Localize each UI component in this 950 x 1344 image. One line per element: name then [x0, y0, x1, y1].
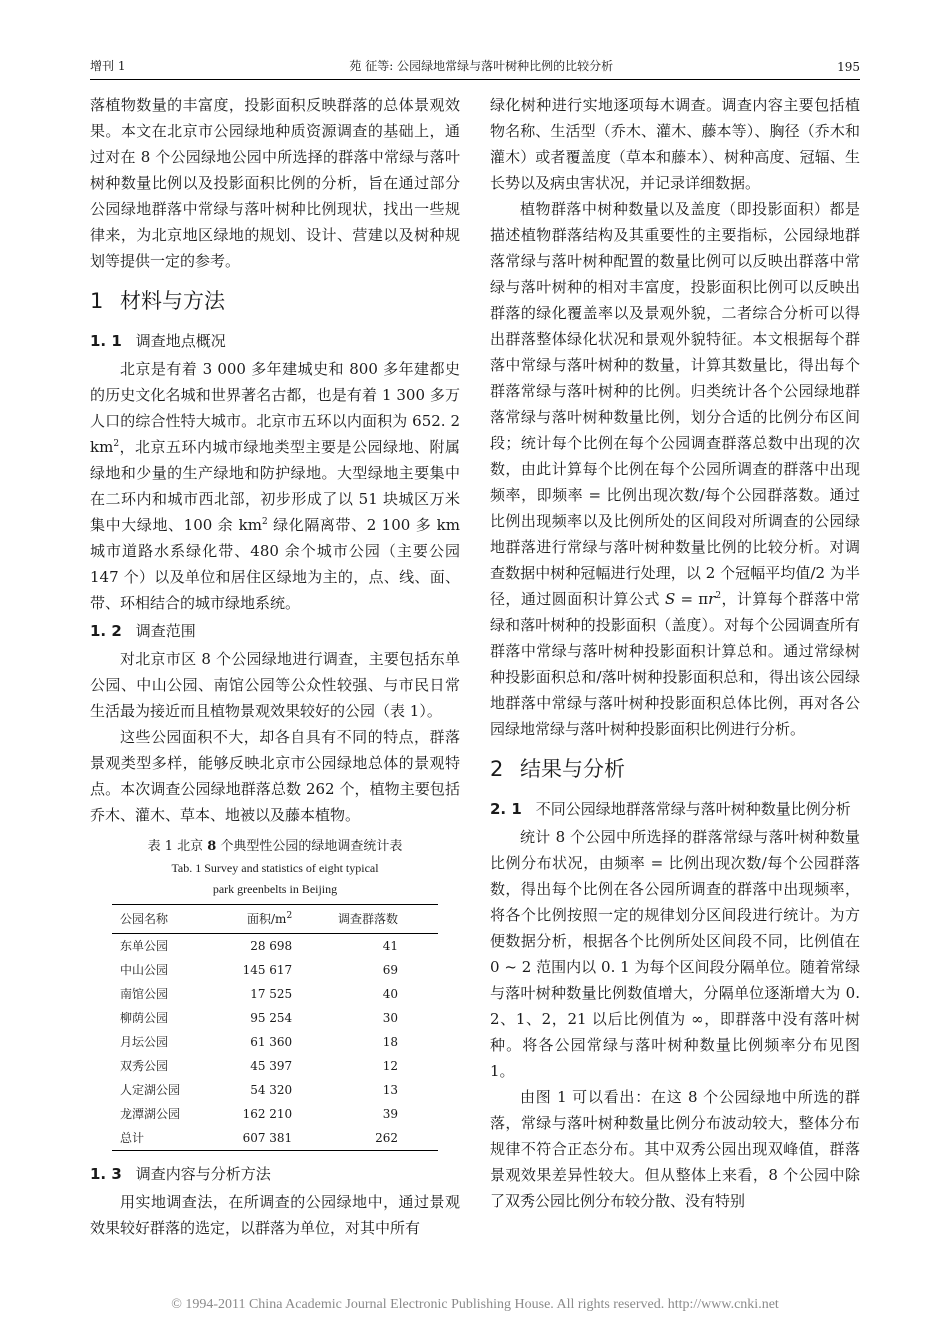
count-cell: 41 — [382, 939, 398, 953]
park-name-cell: 柳荫公园 — [120, 1011, 169, 1025]
formula-S: S — [665, 590, 676, 608]
count-cell: 30 — [382, 1011, 398, 1025]
subsection-title: 调查内容与分析方法 — [135, 1165, 271, 1183]
subsection-title: 调查范围 — [135, 622, 196, 640]
subsection-title: 调查地点概况 — [135, 332, 226, 350]
issue-label: 增刊 1 — [90, 59, 126, 73]
area-cell: 54 320 — [250, 1083, 293, 1097]
section-number: 1 — [90, 289, 104, 313]
analysis-method-paragraph: 植物群落中树种数量以及盖度（即投影面积）都是描述植物群落结构及其重要性的主要指标，公园绿地群落常绿与落叶树种配置的数量比例可以反映出群落中常绿与落叶树种的相对丰富度，投影面积比例可以反映出群落的绿化覆盖率以及景观外貌，二者综合分析可以得出群落整体绿化状况和景观外貌特征。本文根据每个群落中常绿与落叶树种的数量，计算其数量比，得出每个群落常绿与落叶树种的比例。归类统计各个公园绿地群落常绿与落叶树种数量比例，划分合适的比例分布区间段；统计每个比例在每个公园调查群落总数中出现的次数，由此计算每个比例在每个公园所调查的群落中出现频率，即频率 = 比例出现次数/每个公园群落数。通过比例出现频率以及比例所处的区间段对所调查的公园绿地群落进行常绿与落叶树种数量比例的比较分析。对调查数据中树种冠幅进行处理，以 2 个冠幅平均值/2 为半径，通过圆面积计算公式 $S = \pi r^2$，计算每个群落中常绿和落叶树种的投影面积（盖度）。对每个公园调查所有群落中常绿与落叶树种投影面积计算总和。通过常绿树种投影面积总和/落叶树种投影面积总和，得出该公园绿地群落中常绿与落叶树种投影面积总体比例，再对各公园绿地常绿与落叶树种投影面积比例进行分析。 — [490, 200, 860, 738]
formula-r: r — [708, 590, 716, 608]
subsection-number: 1. 2 — [90, 622, 122, 640]
subsection-2-1-heading — [490, 796, 860, 822]
method-paragraph-start: 用实地调查法，在所调查的公园绿地中，通过景观效果较好群落的选定，以群落为单位，对其中所有 — [90, 1193, 460, 1237]
left-column — [90, 92, 460, 1241]
park-name-cell: 人定湖公园 — [120, 1083, 181, 1097]
table-total-row — [112, 1126, 438, 1151]
count-cell: 39 — [382, 1107, 398, 1121]
subsection-1-2-heading — [90, 618, 460, 644]
section-title: 材料与方法 — [120, 289, 225, 313]
copyright-footer: © 1994-2011 China Academic Journal Electronic Publishing House. All rights reserved. http://www.cnki.net — [171, 1297, 779, 1312]
subsection-1-1-heading — [90, 328, 460, 354]
section-2-heading — [490, 754, 860, 784]
park-name-cell: 月坛公园 — [120, 1035, 169, 1049]
area-cell: 61 360 — [250, 1035, 293, 1049]
park-name-cell: 东单公园 — [120, 939, 169, 953]
header-rule — [90, 79, 860, 80]
park-name-cell: 南馆公园 — [120, 987, 169, 1001]
table-row — [112, 1078, 438, 1102]
area-cell: 607 381 — [230, 1126, 322, 1151]
park-name-cell: 总计 — [112, 1126, 230, 1151]
column-header-count: 调查群落数 — [322, 905, 438, 934]
count-cell: 13 — [382, 1083, 398, 1097]
subsection-title: 不同公园绿地群落常绿与落叶树种数量比例分析 — [535, 800, 851, 818]
area-cell: 28 698 — [250, 939, 293, 953]
article-running-title: 苑 征等: 公园绿地常绿与落叶树种比例的比较分析 — [349, 59, 614, 73]
section-title: 结果与分析 — [520, 757, 625, 781]
park-survey-table — [112, 904, 438, 1151]
table-row — [112, 1030, 438, 1054]
table-caption: 表 1 北京 8 个典型性公园的绿地调查统计表 — [147, 839, 403, 854]
area-cell: 17 525 — [250, 987, 293, 1001]
section-number: 2 — [490, 757, 504, 781]
area-cell: 45 397 — [250, 1059, 293, 1073]
park-features-paragraph: 这些公园面积不大，却各自具有不同的特点，群落景观类型多样，能够反映北京市公园绿地总体的景观特点。本次调查公园绿地群落总数 262 个，植物主要包括乔木、灌木、草本、地被以及藤本植物。 — [90, 728, 460, 824]
column-header-area: 面积$/m^2$ — [230, 905, 322, 934]
survey-scope-paragraph: 对北京市区 8 个公园绿地进行调查，主要包括东单公园、中山公园、南馆公园等公众性较强、与市民日常生活最为接近而且植物景观效果较好的公园（表 1）。 — [90, 650, 460, 720]
count-cell: 40 — [382, 987, 398, 1001]
table-row — [112, 958, 438, 982]
park-name-cell: 双秀公园 — [120, 1059, 169, 1073]
subsection-number: 1. 1 — [90, 332, 122, 350]
table-row — [112, 934, 438, 959]
park-name-cell: 龙潭湖公园 — [120, 1107, 181, 1121]
park-name-cell: 中山公园 — [120, 963, 169, 977]
table-body — [112, 934, 438, 1151]
page-number: 195 — [837, 60, 860, 74]
ratio-stats-paragraph: 统计 8 个公园中所选择的群落常绿与落叶树种数量比例分布状况，由频率 = 比例出现次数/每个公园群落数，得出每个比例在各公园所调查的群落中出现频率，将各个比例按照一定的规律划分区间段进行统计。为方便数据分析，根据各个比例所处区间段不同，比例值在 0 ~ 2 范围内以 0. 1 为每个区间段分隔单位。随着常绿与落叶树种数量比例数值增大，分隔单位逐渐增大为 0. 2、1、2，21 以后比例值为 ∞，即群落中没有落叶树种。将各公园常绿与落叶树种数量比例频率分布见图 1。 — [490, 828, 860, 1080]
table-caption-en-line2: park greenbelts in Beijing — [212, 882, 338, 896]
area-cell: 95 254 — [250, 1011, 293, 1025]
table-header-row — [112, 905, 438, 934]
right-column — [490, 92, 860, 1214]
table-row — [112, 1006, 438, 1030]
count-cell: 69 — [382, 963, 398, 977]
area-cell: 145 617 — [242, 963, 293, 977]
table-row — [112, 982, 438, 1006]
subsection-number: 2. 1 — [490, 800, 522, 818]
subsection-number: 1. 3 — [90, 1165, 122, 1183]
method-paragraph-continued: 绿化树种进行实地逐项每木调查。调查内容主要包括植物名称、生活型（乔木、灌木、藤本等）、胸径（乔木和灌木）或者覆盖度（草本和藤本）、树种高度、冠辐、生长势以及病虫害状况，并记录详细数据。 — [490, 96, 860, 192]
count-cell: 262 — [322, 1126, 438, 1151]
table-row — [112, 1102, 438, 1126]
survey-site-paragraph: 北京是有着 3 000 多年建城史和 800 多年建都史的历史文化名城和世界著名古都，也是有着 1 300 多万人口的综合性特大城市。北京市五环以内面积为 652. 2 $km^2$，北京五环内城市绿地类型主要是公园绿地、附属绿地和少量的生产绿地和防护绿地。大型绿地主要集中在二环内和城市西北部，初步形成了以 51 块城区万米集中大绿地、100 余 $km^2$ 绿化隔离带、2 100 多 km 城市道路水系绿化带、480 余个城市公园（主要公园 147 个）以及单位和居住区绿地为主的，点、线、面、带、环相结合的城市绿地系统。 — [90, 360, 460, 612]
section-1-heading — [90, 286, 460, 316]
intro-paragraph: 落植物数量的丰富度，投影面积反映群落的总体景观效果。本文在北京市公园绿地种质资源调查的基础上，通过对在 8 个公园绿地公园中所选择的群落中常绿与落叶树种数量比例以及投影面积比例的分析，旨在通过部分公园绿地群落中常绿与落叶树种比例现状，找出一些规律来，为北京地区绿地的规划、设计、营建以及树种规划等提供一定的参考。 — [90, 96, 460, 270]
figure-1-discussion-paragraph: 由图 1 可以看出：在这 8 个公园绿地中所选的群落，常绿与落叶树种数量比例分布波动较大，整体分布规律不符合正态分布。其中双秀公园出现双峰值，群落景观效果差异性较大。但从整体上来看，8 个公园中除了双秀公园比例分布较分散、没有特别 — [490, 1088, 860, 1210]
column-header-park: 公园名称 — [112, 905, 230, 934]
count-cell: 12 — [382, 1059, 398, 1073]
subsection-1-3-heading — [90, 1161, 460, 1187]
count-cell: 18 — [382, 1035, 398, 1049]
table-caption-en-line1: Tab. 1 Survey and statistics of eight typical — [171, 861, 379, 875]
running-header — [90, 52, 860, 74]
area-cell: 162 210 — [242, 1107, 293, 1121]
table-row — [112, 1054, 438, 1078]
